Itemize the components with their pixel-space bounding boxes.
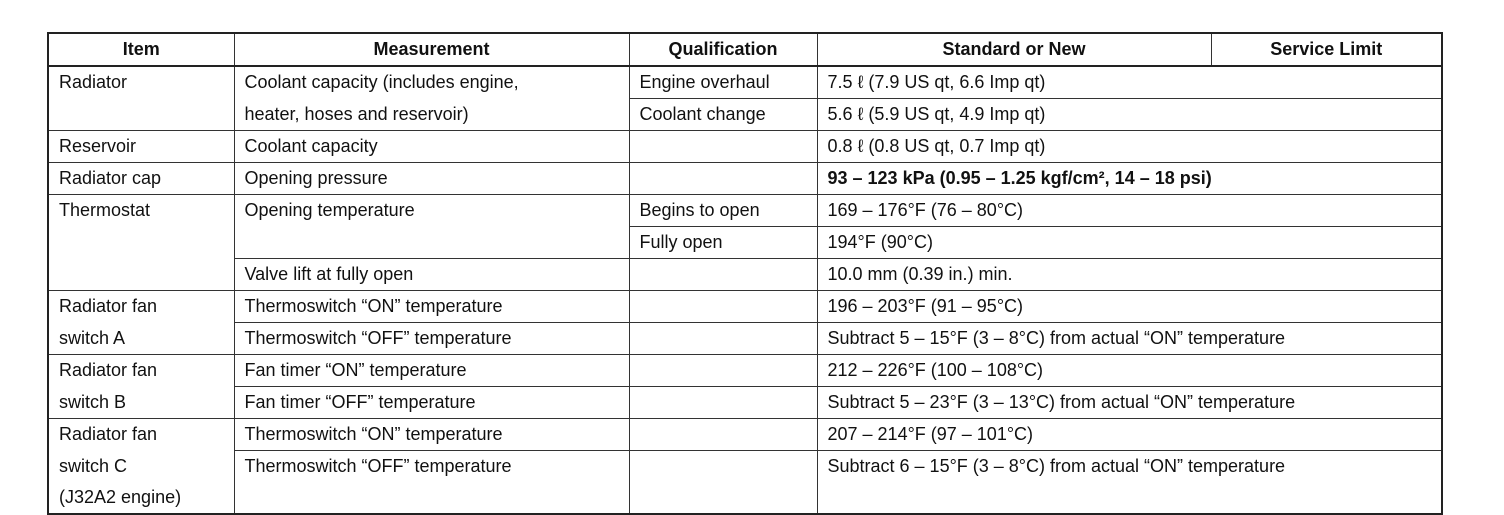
qualification-cell (629, 387, 817, 419)
item-cell: Radiator (48, 66, 234, 99)
header-measurement: Measurement (234, 33, 629, 66)
qualification-cell (629, 291, 817, 323)
measurement-cell: heater, hoses and reservoir) (234, 99, 629, 131)
measurement-cell (234, 227, 629, 259)
table-row (48, 355, 1442, 387)
standard-cell: 0.8 ℓ (0.8 US qt, 0.7 Imp qt) (817, 131, 1442, 163)
table-row (48, 163, 1442, 195)
item-cell: Radiator fan (48, 355, 234, 387)
measurement-cell: Valve lift at fully open (234, 259, 629, 291)
standard-cell: Subtract 5 – 15°F (3 – 8°C) from actual “ON” temperature (817, 323, 1442, 355)
qualification-cell (629, 259, 817, 291)
table-row (48, 131, 1442, 163)
item-cell (48, 227, 234, 259)
standard-cell: 207 – 214°F (97 – 101°C) (817, 419, 1442, 451)
table-row (48, 482, 1442, 514)
table-row (48, 323, 1442, 355)
item-cell: (J32A2 engine) (48, 482, 234, 514)
measurement-cell: Opening pressure (234, 163, 629, 195)
measurement-cell: Coolant capacity (includes engine, (234, 66, 629, 99)
item-cell: switch A (48, 323, 234, 355)
table-row (48, 419, 1442, 451)
item-cell: Thermostat (48, 195, 234, 227)
standard-cell: 212 – 226°F (100 – 108°C) (817, 355, 1442, 387)
qualification-cell (629, 163, 817, 195)
item-cell: Radiator fan (48, 291, 234, 323)
item-cell: switch C (48, 451, 234, 483)
standard-cell: 196 – 203°F (91 – 95°C) (817, 291, 1442, 323)
qualification-cell: Fully open (629, 227, 817, 259)
specifications-table (47, 32, 1443, 515)
qualification-cell (629, 451, 817, 483)
standard-cell: 169 – 176°F (76 – 80°C) (817, 195, 1442, 227)
measurement-cell: Thermoswitch “OFF” temperature (234, 451, 629, 483)
table-row (48, 291, 1442, 323)
item-cell (48, 259, 234, 291)
measurement-cell: Fan timer “ON” temperature (234, 355, 629, 387)
item-cell: Reservoir (48, 131, 234, 163)
qualification-cell (629, 131, 817, 163)
standard-cell: Subtract 5 – 23°F (3 – 13°C) from actual “ON” temperature (817, 387, 1442, 419)
item-cell: switch B (48, 387, 234, 419)
measurement-cell (234, 482, 629, 514)
standard-cell: 5.6 ℓ (5.9 US qt, 4.9 Imp qt) (817, 99, 1442, 131)
table-row (48, 99, 1442, 131)
table-row (48, 227, 1442, 259)
header-item: Item (48, 33, 234, 66)
header-service-limit: Service Limit (1211, 33, 1442, 66)
qualification-cell: Begins to open (629, 195, 817, 227)
table-row (48, 195, 1442, 227)
table-row (48, 66, 1442, 99)
standard-cell: Subtract 6 – 15°F (3 – 8°C) from actual “ON” temperature (817, 451, 1442, 483)
header-standard-or-new: Standard or New (817, 33, 1211, 66)
measurement-cell: Thermoswitch “ON” temperature (234, 291, 629, 323)
standard-cell: 7.5 ℓ (7.9 US qt, 6.6 Imp qt) (817, 66, 1442, 99)
table-header-row (48, 33, 1442, 66)
measurement-cell: Fan timer “OFF” temperature (234, 387, 629, 419)
item-cell: Radiator cap (48, 163, 234, 195)
qualification-cell (629, 482, 817, 514)
qualification-cell (629, 355, 817, 387)
measurement-cell: Opening temperature (234, 195, 629, 227)
qualification-cell: Coolant change (629, 99, 817, 131)
standard-cell: 93 – 123 kPa (0.95 – 1.25 kgf/cm², 14 – 18 psi) (817, 163, 1442, 195)
item-cell: Radiator fan (48, 419, 234, 451)
measurement-cell: Coolant capacity (234, 131, 629, 163)
measurement-cell: Thermoswitch “OFF” temperature (234, 323, 629, 355)
qualification-cell (629, 323, 817, 355)
standard-cell: 10.0 mm (0.39 in.) min. (817, 259, 1442, 291)
table-row (48, 451, 1442, 483)
header-qualification: Qualification (629, 33, 817, 66)
measurement-cell: Thermoswitch “ON” temperature (234, 419, 629, 451)
qualification-cell: Engine overhaul (629, 66, 817, 99)
item-cell (48, 99, 234, 131)
table-row (48, 259, 1442, 291)
standard-cell: 194°F (90°C) (817, 227, 1442, 259)
standard-cell (817, 482, 1442, 514)
table-row (48, 387, 1442, 419)
qualification-cell (629, 419, 817, 451)
